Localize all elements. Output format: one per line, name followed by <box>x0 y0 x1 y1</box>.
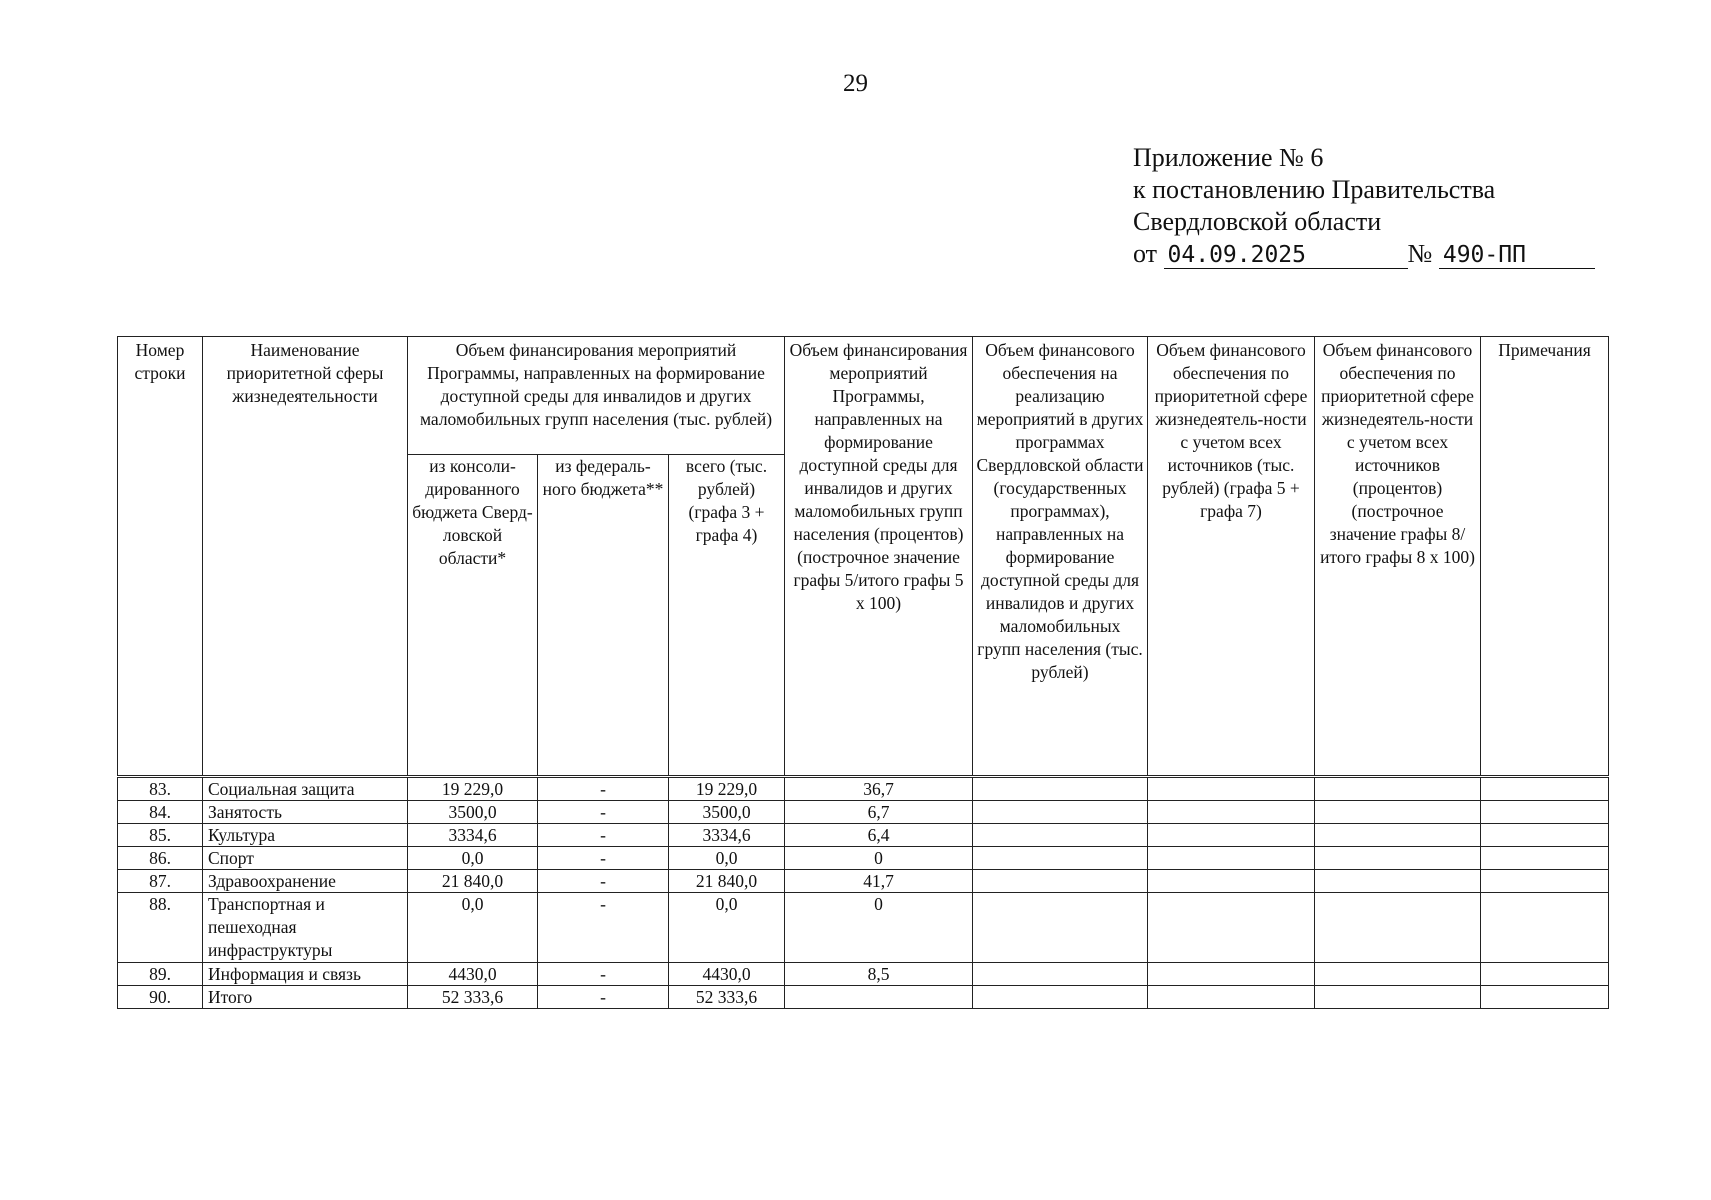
row-percent: 6,7 <box>785 801 973 824</box>
row-note <box>1481 893 1609 963</box>
row-sphere: Социальная защита <box>203 777 408 801</box>
row-all-sources <box>1148 963 1315 986</box>
row-other <box>973 801 1148 824</box>
row-number: 86. <box>118 847 203 870</box>
row-sphere: Культура <box>203 824 408 847</box>
header-sphere-name: Наименование приоритетной сферы жизнедеятельности <box>203 337 408 777</box>
row-federal: - <box>538 801 669 824</box>
table-row-total <box>118 986 1609 1009</box>
row-all-percent <box>1315 847 1481 870</box>
header-regional-budget: из консоли-дированного бюджета Сверд-ловской области* <box>408 455 538 777</box>
from-label: от <box>1133 239 1158 268</box>
row-percent <box>785 986 973 1009</box>
table-row <box>118 801 1609 824</box>
row-sphere: Занятость <box>203 801 408 824</box>
row-number: 85. <box>118 824 203 847</box>
row-all-percent <box>1315 986 1481 1009</box>
header-all-sources: Объем финансового обеспечения по приоритетной сфере жизнедеятель-ности с учетом всех источников (тыс. рублей) (графа 5 + графа 7) <box>1148 337 1315 777</box>
row-number: 90. <box>118 986 203 1009</box>
resolution-number: 490-ПП <box>1439 242 1595 269</box>
row-number: 83. <box>118 777 203 801</box>
row-regional: 0,0 <box>408 893 538 963</box>
row-other <box>973 777 1148 801</box>
row-federal: - <box>538 986 669 1009</box>
header-program-financing-group: Объем финансирования мероприятий Программы, направленных на формирование доступной среды для инвалидов и других маломобильных групп населения (тыс. рублей) <box>408 337 785 455</box>
table-row <box>118 893 1609 963</box>
row-note <box>1481 870 1609 893</box>
row-percent: 41,7 <box>785 870 973 893</box>
appendix-block <box>1133 142 1603 270</box>
row-all-sources <box>1148 870 1315 893</box>
row-all-percent <box>1315 777 1481 801</box>
header-other-programs: Объем финансового обеспечения на реализацию мероприятий в других программах Свердловской области (государственных программах), направленных на формирование доступной среды для инвалидов и других маломобильных групп населения (тыс. рублей) <box>973 337 1148 777</box>
row-number: 87. <box>118 870 203 893</box>
row-total: 19 229,0 <box>669 777 785 801</box>
row-total: 0,0 <box>669 847 785 870</box>
table-row <box>118 847 1609 870</box>
row-note <box>1481 777 1609 801</box>
appendix-resolution: к постановлению Правительства <box>1133 175 1496 204</box>
row-all-sources <box>1148 801 1315 824</box>
row-regional: 21 840,0 <box>408 870 538 893</box>
row-federal: - <box>538 847 669 870</box>
row-total: 3500,0 <box>669 801 785 824</box>
row-sphere: Информация и связь <box>203 963 408 986</box>
row-all-percent <box>1315 870 1481 893</box>
row-total: 3334,6 <box>669 824 785 847</box>
row-sphere: Транспортная и пешеходная инфраструктуры <box>203 893 408 963</box>
row-all-sources <box>1148 824 1315 847</box>
row-note <box>1481 963 1609 986</box>
appendix-title: Приложение № 6 <box>1133 143 1324 172</box>
header-program-financing-percent: Объем финансирования мероприятий Программы, направленных на формирование доступной среды для инвалидов и других маломобильных групп населения (процентов) (построчное значение графы 5/итого графы 5 х 100) <box>785 337 973 777</box>
row-other <box>973 870 1148 893</box>
row-percent: 6,4 <box>785 824 973 847</box>
row-percent: 8,5 <box>785 963 973 986</box>
row-other <box>973 893 1148 963</box>
row-sphere: Спорт <box>203 847 408 870</box>
table-row <box>118 777 1609 801</box>
row-other <box>973 847 1148 870</box>
row-federal: - <box>538 963 669 986</box>
row-number: 89. <box>118 963 203 986</box>
row-total: 52 333,6 <box>669 986 785 1009</box>
row-total: 0,0 <box>669 893 785 963</box>
row-sphere: Здравоохранение <box>203 870 408 893</box>
table-row <box>118 824 1609 847</box>
row-all-percent <box>1315 893 1481 963</box>
row-other <box>973 986 1148 1009</box>
header-federal-budget: из федераль-ного бюджета** <box>538 455 669 777</box>
row-all-sources <box>1148 777 1315 801</box>
row-total: 21 840,0 <box>669 870 785 893</box>
row-regional: 4430,0 <box>408 963 538 986</box>
row-federal: - <box>538 777 669 801</box>
row-all-percent <box>1315 963 1481 986</box>
header-all-sources-percent: Объем финансового обеспечения по приоритетной сфере жизнедеятель-ности с учетом всех источников (процентов) (построчное значение графы 8/итого графы 8 х 100) <box>1315 337 1481 777</box>
number-label: № <box>1407 239 1433 268</box>
row-regional: 3334,6 <box>408 824 538 847</box>
row-number: 84. <box>118 801 203 824</box>
table-row <box>118 870 1609 893</box>
header-total: всего (тыс. рублей) (графа 3 + графа 4) <box>669 455 785 777</box>
row-all-percent <box>1315 824 1481 847</box>
row-number: 88. <box>118 893 203 963</box>
header-row-number: Номер строки <box>118 337 203 777</box>
row-all-percent <box>1315 801 1481 824</box>
row-all-sources <box>1148 986 1315 1009</box>
row-note <box>1481 824 1609 847</box>
row-percent: 0 <box>785 847 973 870</box>
row-note <box>1481 986 1609 1009</box>
row-regional: 3500,0 <box>408 801 538 824</box>
row-regional: 19 229,0 <box>408 777 538 801</box>
row-federal: - <box>538 870 669 893</box>
row-other <box>973 824 1148 847</box>
table-row <box>118 963 1609 986</box>
row-percent: 0 <box>785 893 973 963</box>
row-all-sources <box>1148 893 1315 963</box>
row-total: 4430,0 <box>669 963 785 986</box>
page-number: 29 <box>843 70 868 97</box>
row-regional: 0,0 <box>408 847 538 870</box>
row-sphere: Итого <box>203 986 408 1009</box>
row-federal: - <box>538 893 669 963</box>
row-regional: 52 333,6 <box>408 986 538 1009</box>
resolution-date: 04.09.2025 <box>1164 242 1408 269</box>
row-all-sources <box>1148 847 1315 870</box>
table-header <box>118 337 1609 777</box>
row-federal: - <box>538 824 669 847</box>
row-other <box>973 963 1148 986</box>
row-note <box>1481 847 1609 870</box>
appendix-date-line <box>1133 238 1603 270</box>
table-body <box>118 777 1609 1009</box>
header-notes: Примечания <box>1481 337 1609 777</box>
row-percent: 36,7 <box>785 777 973 801</box>
financing-table <box>117 336 1609 1009</box>
appendix-region: Свердловской области <box>1133 207 1382 236</box>
row-note <box>1481 801 1609 824</box>
